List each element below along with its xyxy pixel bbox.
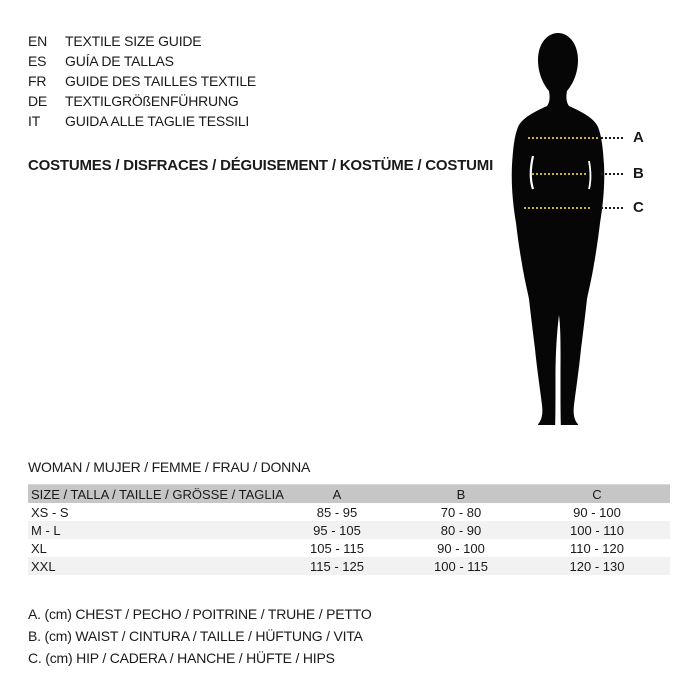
waist-measure-label: B [633, 165, 644, 182]
chest-measure-line [528, 137, 598, 139]
language-label: GUIDA ALLE TAGLIE TESSILI [65, 113, 250, 129]
header-b: B [456, 486, 466, 502]
language-code: DE [28, 93, 48, 109]
language-row [28, 51, 256, 71]
chest-measure-leader [601, 137, 625, 139]
language-code: IT [28, 113, 41, 129]
cell-size: M - L [31, 522, 61, 538]
category-title: COSTUMES / DISFRACES / DÉGUISEMENT / KOSTÜME / COSTUMI [28, 157, 494, 174]
language-code: EN [28, 33, 48, 49]
waist-measure-line [532, 173, 586, 175]
language-code: FR [28, 73, 47, 89]
note-chest: A. (cm) CHEST / PECHO / POITRINE / TRUHE / PETTO [28, 606, 372, 622]
cell-c: 120 - 130 [569, 558, 625, 574]
cell-a: 105 - 115 [310, 540, 364, 556]
cell-b: 70 - 80 [440, 504, 482, 520]
table-row [28, 503, 670, 521]
language-label: GUIDE DES TAILLES TEXTILE [65, 73, 257, 89]
table-row [28, 539, 670, 557]
chest-measure-label: A [633, 129, 644, 146]
woman-silhouette [503, 33, 613, 425]
hip-measure-label: C [633, 199, 644, 216]
cell-c: 110 - 120 [570, 540, 624, 556]
header-a: A [332, 486, 342, 502]
cell-b: 100 - 115 [434, 558, 488, 574]
language-list [28, 31, 256, 131]
cell-b: 90 - 100 [437, 540, 485, 556]
cell-a: 85 - 95 [316, 504, 358, 520]
language-label: TEXTILGRÖßENFÜHRUNG [65, 93, 239, 109]
cell-size: XS - S [31, 504, 69, 520]
language-label: GUÍA DE TALLAS [65, 53, 174, 69]
table-row [28, 557, 670, 575]
cell-size: XXL [31, 558, 56, 574]
header-c: C [592, 486, 602, 502]
cell-b: 80 - 90 [440, 522, 482, 538]
note-hip: C. (cm) HIP / CADERA / HANCHE / HÜFTE / HIPS [28, 650, 335, 666]
language-row [28, 91, 256, 111]
language-row [28, 111, 256, 131]
cell-a: 95 - 105 [313, 522, 361, 538]
header-size: SIZE / TALLA / TAILLE / GRÖSSE / TAGLIA [31, 486, 284, 502]
language-row [28, 71, 256, 91]
cell-size: XL [31, 540, 47, 556]
cell-c: 100 - 110 [570, 522, 624, 538]
cell-a: 115 - 125 [310, 558, 364, 574]
size-table-header-row [28, 484, 670, 503]
hip-measure-line [524, 207, 592, 209]
table-section-title: WOMAN / MUJER / FEMME / FRAU / DONNA [28, 459, 311, 475]
language-code: ES [28, 53, 47, 69]
language-label: TEXTILE SIZE GUIDE [65, 33, 202, 49]
size-table [28, 484, 670, 575]
measurement-notes [28, 603, 372, 669]
waist-measure-leader [601, 173, 625, 175]
table-row [28, 521, 670, 539]
woman-silhouette-svg [503, 33, 613, 425]
note-waist: B. (cm) WAIST / CINTURA / TAILLE / HÜFTUNG / VITA [28, 628, 363, 644]
language-row [28, 31, 256, 51]
cell-c: 90 - 100 [573, 504, 621, 520]
hip-measure-leader [601, 207, 625, 209]
